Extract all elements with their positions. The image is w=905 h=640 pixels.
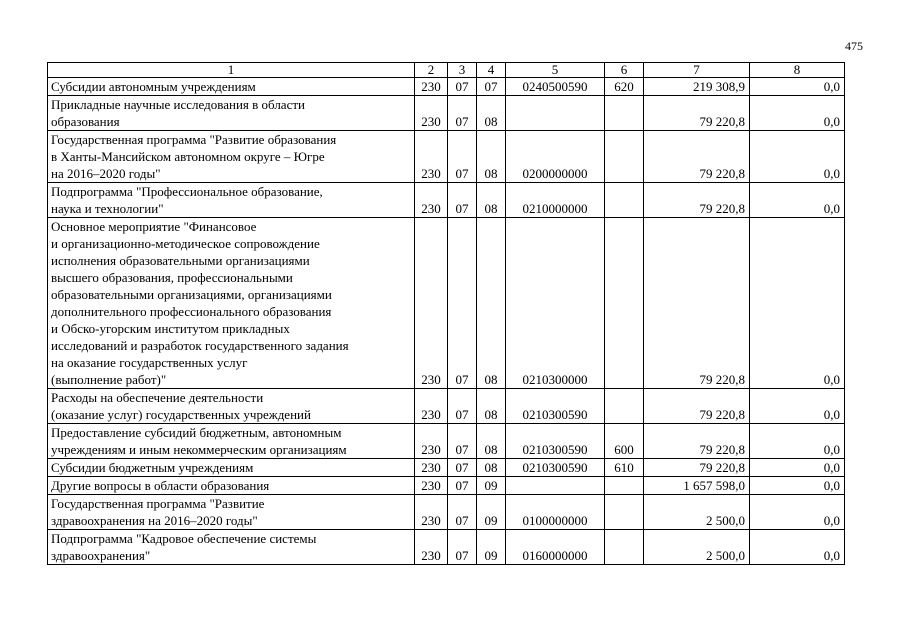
cell-amount-2: 0,0 bbox=[750, 389, 845, 424]
cell-target-article: 0210300000 bbox=[506, 218, 605, 389]
cell-section: 07 bbox=[448, 424, 477, 459]
cell-amount-2: 0,0 bbox=[750, 530, 845, 565]
table-row bbox=[48, 495, 845, 530]
cell-name bbox=[48, 459, 415, 477]
cell-amount-2: 0,0 bbox=[750, 96, 845, 131]
cell-amount-2: 0,0 bbox=[750, 78, 845, 96]
cell-expense-type bbox=[605, 530, 644, 565]
page-number: 475 bbox=[845, 39, 863, 53]
cell-subsection: 07 bbox=[477, 78, 506, 96]
cell-name-line: образования bbox=[51, 114, 120, 129]
cell-name-line: (выполнение работ)" bbox=[51, 372, 167, 387]
cell-amount: 79 220,8 bbox=[644, 218, 750, 389]
cell-section: 07 bbox=[448, 459, 477, 477]
cell-name-line: Субсидии автономным учреждениям bbox=[51, 79, 256, 94]
cell-target-article: 0210300590 bbox=[506, 459, 605, 477]
table-row bbox=[48, 530, 845, 565]
cell-admin-code: 230 bbox=[415, 530, 448, 565]
cell-amount-2: 0,0 bbox=[750, 459, 845, 477]
cell-name-line: Расходы на обеспечение деятельности bbox=[51, 390, 264, 405]
cell-name bbox=[48, 495, 415, 530]
cell-target-article: 0160000000 bbox=[506, 530, 605, 565]
table-row bbox=[48, 96, 845, 131]
table-body bbox=[48, 63, 845, 565]
cell-amount: 2 500,0 bbox=[644, 530, 750, 565]
cell-amount: 79 220,8 bbox=[644, 96, 750, 131]
cell-amount-2: 0,0 bbox=[750, 477, 845, 495]
cell-amount-2: 0,0 bbox=[750, 495, 845, 530]
cell-target-article: 0210300590 bbox=[506, 389, 605, 424]
cell-admin-code: 230 bbox=[415, 218, 448, 389]
cell-section: 07 bbox=[448, 131, 477, 183]
cell-expense-type bbox=[605, 183, 644, 218]
cell-name-line: Субсидии бюджетным учреждениям bbox=[51, 460, 254, 475]
cell-subsection: 09 bbox=[477, 495, 506, 530]
cell-amount: 79 220,8 bbox=[644, 183, 750, 218]
cell-section: 07 bbox=[448, 96, 477, 131]
cell-admin-code: 230 bbox=[415, 459, 448, 477]
column-header: 6 bbox=[605, 63, 644, 78]
table-row bbox=[48, 131, 845, 183]
column-header: 5 bbox=[506, 63, 605, 78]
cell-amount: 79 220,8 bbox=[644, 424, 750, 459]
cell-name bbox=[48, 389, 415, 424]
cell-amount: 79 220,8 bbox=[644, 389, 750, 424]
cell-expense-type: 610 bbox=[605, 459, 644, 477]
cell-amount-2: 0,0 bbox=[750, 131, 845, 183]
cell-name-line: учреждениям и иным некоммерческим организациям bbox=[51, 442, 347, 457]
table-row bbox=[48, 78, 845, 96]
cell-amount: 79 220,8 bbox=[644, 131, 750, 183]
cell-amount: 219 308,9 bbox=[644, 78, 750, 96]
cell-name-line: и организационно-методическое сопровождение bbox=[51, 236, 320, 251]
cell-name-line: (оказание услуг) государственных учреждений bbox=[51, 407, 311, 422]
column-header: 1 bbox=[48, 63, 415, 78]
cell-name bbox=[48, 131, 415, 183]
cell-expense-type bbox=[605, 477, 644, 495]
cell-subsection: 08 bbox=[477, 183, 506, 218]
cell-admin-code: 230 bbox=[415, 389, 448, 424]
cell-admin-code: 230 bbox=[415, 131, 448, 183]
cell-name-line: исследований и разработок государственного задания bbox=[51, 338, 349, 353]
cell-section: 07 bbox=[448, 78, 477, 96]
cell-section: 07 bbox=[448, 389, 477, 424]
cell-name-line: Предоставление субсидий бюджетным, автономным bbox=[51, 425, 342, 440]
cell-target-article bbox=[506, 477, 605, 495]
cell-name bbox=[48, 530, 415, 565]
column-header: 7 bbox=[644, 63, 750, 78]
cell-name bbox=[48, 218, 415, 389]
cell-subsection: 08 bbox=[477, 424, 506, 459]
table-row bbox=[48, 424, 845, 459]
cell-name-line: дополнительного профессионального образования bbox=[51, 304, 332, 319]
cell-admin-code: 230 bbox=[415, 96, 448, 131]
cell-name-line: Подпрограмма "Профессиональное образование, bbox=[51, 184, 323, 199]
cell-name-line: здравоохранения" bbox=[51, 548, 151, 563]
column-header: 4 bbox=[477, 63, 506, 78]
cell-name bbox=[48, 477, 415, 495]
cell-amount: 79 220,8 bbox=[644, 459, 750, 477]
column-header: 8 bbox=[750, 63, 845, 78]
cell-amount-2: 0,0 bbox=[750, 218, 845, 389]
header-row bbox=[48, 63, 845, 78]
cell-expense-type bbox=[605, 96, 644, 131]
cell-target-article bbox=[506, 96, 605, 131]
cell-subsection: 08 bbox=[477, 96, 506, 131]
cell-name-line: в Ханты-Мансийском автономном округе – Югре bbox=[51, 149, 325, 164]
cell-section: 07 bbox=[448, 530, 477, 565]
cell-subsection: 08 bbox=[477, 459, 506, 477]
cell-expense-type bbox=[605, 218, 644, 389]
cell-expense-type: 620 bbox=[605, 78, 644, 96]
cell-admin-code: 230 bbox=[415, 495, 448, 530]
cell-name bbox=[48, 96, 415, 131]
cell-admin-code: 230 bbox=[415, 183, 448, 218]
table-row bbox=[48, 183, 845, 218]
cell-amount: 1 657 598,0 bbox=[644, 477, 750, 495]
table-row bbox=[48, 389, 845, 424]
cell-name bbox=[48, 183, 415, 218]
cell-target-article: 0210000000 bbox=[506, 183, 605, 218]
cell-section: 07 bbox=[448, 183, 477, 218]
cell-section: 07 bbox=[448, 477, 477, 495]
cell-name-line: Государственная программа "Развитие bbox=[51, 496, 265, 511]
cell-amount-2: 0,0 bbox=[750, 424, 845, 459]
cell-amount: 2 500,0 bbox=[644, 495, 750, 530]
cell-name-line: Прикладные научные исследования в области bbox=[51, 97, 305, 112]
cell-subsection: 08 bbox=[477, 389, 506, 424]
cell-name bbox=[48, 78, 415, 96]
cell-subsection: 09 bbox=[477, 477, 506, 495]
cell-name-line: Государственная программа "Развитие образования bbox=[51, 132, 337, 147]
column-header: 3 bbox=[448, 63, 477, 78]
cell-amount-2: 0,0 bbox=[750, 183, 845, 218]
cell-name-line: исполнения образовательными организациями bbox=[51, 253, 310, 268]
cell-target-article: 0200000000 bbox=[506, 131, 605, 183]
cell-expense-type bbox=[605, 389, 644, 424]
cell-section: 07 bbox=[448, 218, 477, 389]
cell-name-line: на 2016–2020 годы" bbox=[51, 166, 161, 181]
cell-target-article: 0210300590 bbox=[506, 424, 605, 459]
cell-name bbox=[48, 424, 415, 459]
cell-name-line: высшего образования, профессиональными bbox=[51, 270, 293, 285]
cell-name-line: образовательными организациями, организациями bbox=[51, 287, 332, 302]
column-header: 2 bbox=[415, 63, 448, 78]
cell-name-line: здравоохранения на 2016–2020 годы" bbox=[51, 513, 258, 528]
cell-admin-code: 230 bbox=[415, 424, 448, 459]
cell-admin-code: 230 bbox=[415, 477, 448, 495]
cell-expense-type: 600 bbox=[605, 424, 644, 459]
cell-name-line: Основное мероприятие "Финансовое bbox=[51, 219, 257, 234]
cell-admin-code: 230 bbox=[415, 78, 448, 96]
cell-expense-type bbox=[605, 495, 644, 530]
table-row bbox=[48, 218, 845, 389]
cell-subsection: 08 bbox=[477, 131, 506, 183]
cell-name-line: Другие вопросы в области образования bbox=[51, 478, 270, 493]
cell-name-line: наука и технологии" bbox=[51, 201, 164, 216]
cell-target-article: 0240500590 bbox=[506, 78, 605, 96]
cell-target-article: 0100000000 bbox=[506, 495, 605, 530]
cell-subsection: 08 bbox=[477, 218, 506, 389]
cell-subsection: 09 bbox=[477, 530, 506, 565]
budget-table bbox=[47, 62, 845, 565]
table-row bbox=[48, 477, 845, 495]
cell-expense-type bbox=[605, 131, 644, 183]
cell-name-line: на оказание государственных услуг bbox=[51, 355, 248, 370]
cell-name-line: и Обско-угорским институтом прикладных bbox=[51, 321, 290, 336]
table-row bbox=[48, 459, 845, 477]
cell-name-line: Подпрограмма "Кадровое обеспечение системы bbox=[51, 531, 317, 546]
cell-section: 07 bbox=[448, 495, 477, 530]
